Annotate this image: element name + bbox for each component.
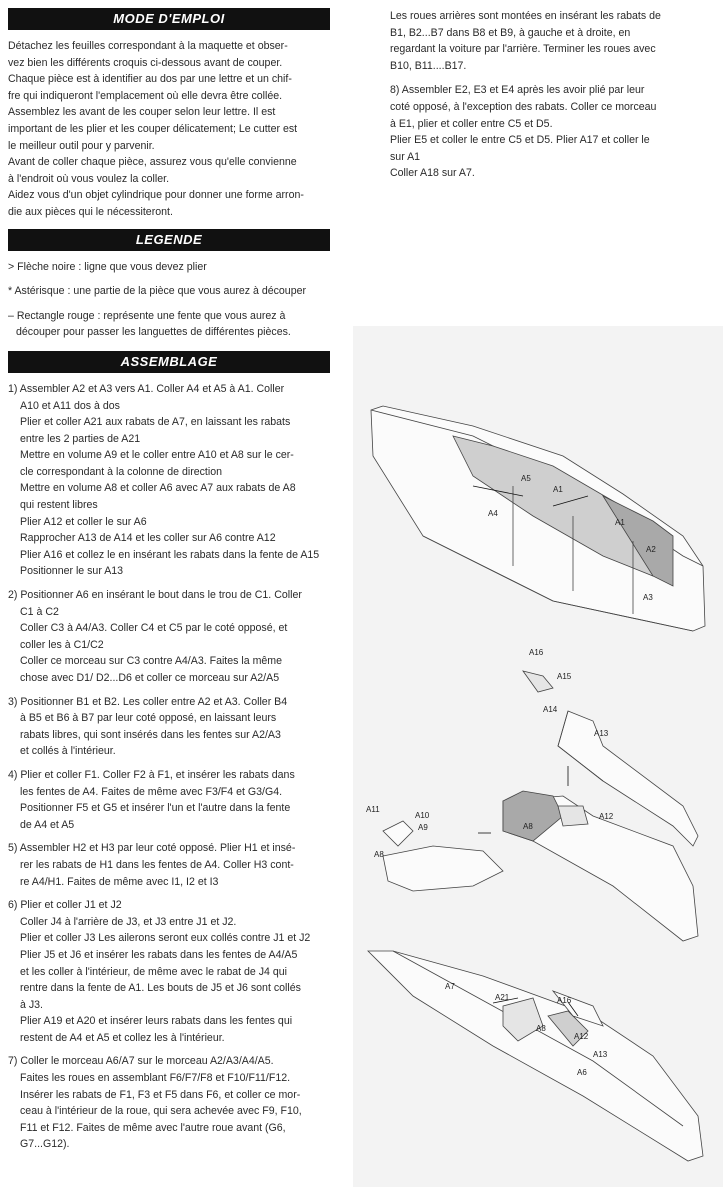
step-line: Plier et coller A21 aux rabats de A7, en laissant les rabats: [20, 416, 291, 429]
step-line: 2) Positionner A6 en insérant le bout dans le trou de C1. Coller: [8, 589, 302, 602]
step-line: C1 à C2: [20, 605, 59, 618]
step-line: 3) Positionner B1 et B2. Les coller entre A2 et A3. Coller B4: [8, 695, 288, 708]
assembly-step: [8, 694, 330, 760]
rear-wheels-paragraph: [390, 8, 708, 74]
assembly-step: [8, 897, 330, 1046]
step-line: cle correspondant à la colonne de direction: [20, 465, 223, 478]
step-line: 4) Plier et coller F1. Coller F2 à F1, et insérer les rabats dans: [8, 768, 295, 781]
text-line: vez bien les différents croquis ci-dessous avant de couper.: [8, 56, 283, 69]
text-line: Plier E5 et coller le entre C5 et D5. Plier A17 et coller le: [390, 134, 650, 147]
mode-emploi-heading: MODE D'EMPLOI: [8, 8, 330, 30]
step-line: rabats libres, qui sont insérés dans les fentes sur A2/A3: [20, 728, 281, 741]
text-line: Détachez les feuilles correspondant à la maquette et obser-: [8, 40, 288, 52]
step-line: Plier et coller J3 Les ailerons seront eux collés contre J1 et J2: [20, 932, 311, 945]
part-label: A11: [366, 805, 380, 814]
part-label: A16: [529, 648, 544, 657]
step-line: 7) Coller le morceau A6/A7 sur le morceau A2/A3/A4/A5.: [8, 1055, 274, 1068]
part-label: A9: [418, 823, 428, 832]
step-line: Plier J5 et J6 et insérer les rabats dans les fentes de A4/A5: [20, 948, 298, 961]
assemblage-heading: ASSEMBLAGE: [8, 351, 330, 373]
step-line: Mettre en volume A8 et coller A6 avec A7 aux rabats de A8: [20, 482, 296, 495]
text-line: sur A1: [390, 150, 421, 163]
part-label: A13: [594, 729, 609, 738]
part-label: A1: [553, 485, 563, 494]
part-label: A12: [574, 1032, 589, 1041]
text-line: B1, B2...B7 dans B8 et B9, à gauche et à droite, en: [390, 26, 631, 39]
text-line: B10, B11....B17.: [390, 59, 467, 72]
text-line: 8) Assembler E2, E3 et E4 après les avoir plié par leur: [390, 84, 645, 97]
step-line: à J3.: [20, 998, 43, 1011]
legend-item: > Flèche noire : ligne que vous devez plier: [8, 260, 207, 273]
step-line: Insérer les rabats de F1, F3 et F5 dans F6, et coller ce mor-: [20, 1088, 301, 1101]
step-line: F11 et F12. Faites de même avec l'autre roue avant (G6,: [20, 1121, 286, 1134]
step-line: les fentes de A4. Faites de même avec F3/F4 et G3/G4.: [20, 785, 283, 798]
part-label: A13: [593, 1050, 608, 1059]
part-label: A5: [521, 474, 531, 483]
step-line: coller les à C1/C2: [20, 638, 104, 651]
body-shell-drawing: [371, 406, 705, 631]
legend-item: – Rectangle rouge : représente une fente que vous aurez à découper pour passer les languettes de différentes pièces.: [8, 309, 291, 339]
step-line: 1) Assembler A2 et A3 vers A1. Coller A4 et A5 à A1. Coller: [8, 382, 285, 395]
assembly-step: [8, 840, 330, 890]
text-line: le meilleur outil pour y parvenir.: [8, 139, 155, 152]
text-line: à E1, plier et coller entre C5 et D5.: [390, 117, 553, 130]
text-line: Chaque pièce est à identifier au dos par une lettre et un chif-: [8, 73, 292, 86]
step-line: 6) Plier et coller J1 et J2: [8, 899, 122, 912]
assembly-steps: [8, 381, 330, 1153]
step-line: Coller ce morceau sur C3 contre A4/A3. Faites la même: [20, 655, 283, 668]
step-line: Positionner le sur A13: [20, 565, 124, 578]
mode-emploi-text: [8, 38, 330, 221]
part-label: A10: [415, 811, 430, 820]
text-line: fre qui indiqueront l'emplacement où elle devra être collée.: [8, 89, 283, 102]
step-line: rer les rabats de H1 dans les fentes de A4. Coller H3 cont-: [20, 858, 294, 871]
text-line: à l'endroit où vous voulez la coller.: [8, 172, 170, 185]
step-line: Coller C3 à A4/A3. Coller C4 et C5 par le coté opposé, et: [20, 622, 288, 635]
step-line: Rapprocher A13 de A14 et les coller sur A6 contre A12: [20, 532, 276, 545]
step-line: chose avec D1/ D2...D6 et coller ce morceau sur A2/A5: [20, 672, 280, 684]
nose-assembly-drawing: [383, 671, 698, 941]
text-line: coté opposé, à l'exception des rabats. Coller ce morceau: [390, 100, 657, 113]
step-line: G7...G12).: [20, 1138, 70, 1151]
assembly-step: [8, 381, 330, 580]
right-column: [390, 8, 708, 190]
part-label: A15: [557, 672, 572, 681]
assembly-illustration: [353, 326, 723, 1187]
assembly-step: [8, 587, 330, 687]
step-line: A10 et A11 dos à dos: [20, 399, 120, 412]
part-label: A12: [599, 812, 614, 821]
text-line: important de les plier et les couper délicatement; Le cutter est: [8, 122, 298, 135]
step-line: de A4 et A5: [20, 818, 75, 831]
part-label: A16: [557, 996, 572, 1005]
text-line: Assemblez les avant de les couper selon leur lettre. Il est: [8, 106, 276, 119]
step-line: Mettre en volume A9 et le coller entre A10 et A8 sur le cer-: [20, 449, 294, 462]
part-label: A1: [615, 518, 625, 527]
step-line: Coller J4 à l'arrière de J3, et J3 entre J1 et J2.: [20, 915, 237, 928]
step-line: 5) Assembler H2 et H3 par leur coté opposé. Plier H1 et insé-: [8, 842, 296, 855]
step-line: re A4/H1. Faites de même avec I1, I2 et I3: [20, 875, 219, 888]
assembly-step: [8, 1053, 330, 1153]
part-label: A3: [643, 593, 653, 602]
text-line: Les roues arrières sont montées en insérant les rabats de: [390, 10, 661, 22]
part-label: A6: [577, 1068, 587, 1077]
step-8-paragraph: [390, 82, 708, 182]
step-line: restent de A4 et A5 et collez les à l'intérieur.: [20, 1031, 225, 1044]
legende-heading: LEGENDE: [8, 229, 330, 251]
text-line: Aidez vous d'un objet cylindrique pour donner une forme arron-: [8, 189, 304, 202]
step-line: Faites les roues en assemblant F6/F7/F8 et F10/F11/F12.: [20, 1072, 291, 1085]
part-label: A2: [646, 545, 656, 554]
assembly-step: [8, 767, 330, 833]
step-line: Plier A12 et coller le sur A6: [20, 515, 147, 528]
part-label: A8: [523, 822, 533, 831]
part-label: A14: [543, 705, 558, 714]
legend-item: * Astérisque : une partie de la pièce que vous aurez à découper: [8, 285, 307, 298]
step-line: Plier A16 et collez le en insérant les rabats dans la fente de A15: [20, 548, 320, 561]
step-line: Positionner F5 et G5 et insérer l'un et l'autre dans la fente: [20, 802, 291, 815]
part-label: A8: [536, 1024, 546, 1033]
part-label: A4: [488, 509, 498, 518]
part-label: A8: [374, 850, 384, 859]
step-line: Plier A19 et A20 et insérer leurs rabats dans les fentes qui: [20, 1015, 293, 1028]
step-line: entre les 2 parties de A21: [20, 432, 141, 445]
text-line: regardant la voiture par l'arrière. Terminer les roues avec: [390, 43, 656, 56]
step-line: et les coller à l'intérieur, de même avec le rabat de J4 qui: [20, 965, 288, 978]
step-line: à B5 et B6 à B7 par leur coté opposé, en laissant leurs: [20, 712, 277, 725]
step-line: qui restent libres: [20, 499, 98, 512]
part-label: A7: [445, 982, 455, 991]
part-label: A21: [495, 993, 510, 1002]
left-column: [8, 8, 330, 1160]
text-line: die aux pièces qui le nécessiteront.: [8, 205, 173, 218]
step-line: rentre dans la fente de A1. Les bouts de J5 et J6 sont collés: [20, 982, 301, 995]
step-line: ceau à l'intérieur de la roue, qui sera achevée avec F9, F10,: [20, 1105, 302, 1118]
assembly-diagram: [353, 326, 723, 1187]
text-line: Coller A18 sur A7.: [390, 167, 475, 180]
floor-pan-drawing: [368, 951, 703, 1161]
text-line: Avant de coller chaque pièce, assurez vous qu'elle convienne: [8, 156, 297, 169]
step-line: et collés à l'intérieur.: [20, 745, 116, 758]
